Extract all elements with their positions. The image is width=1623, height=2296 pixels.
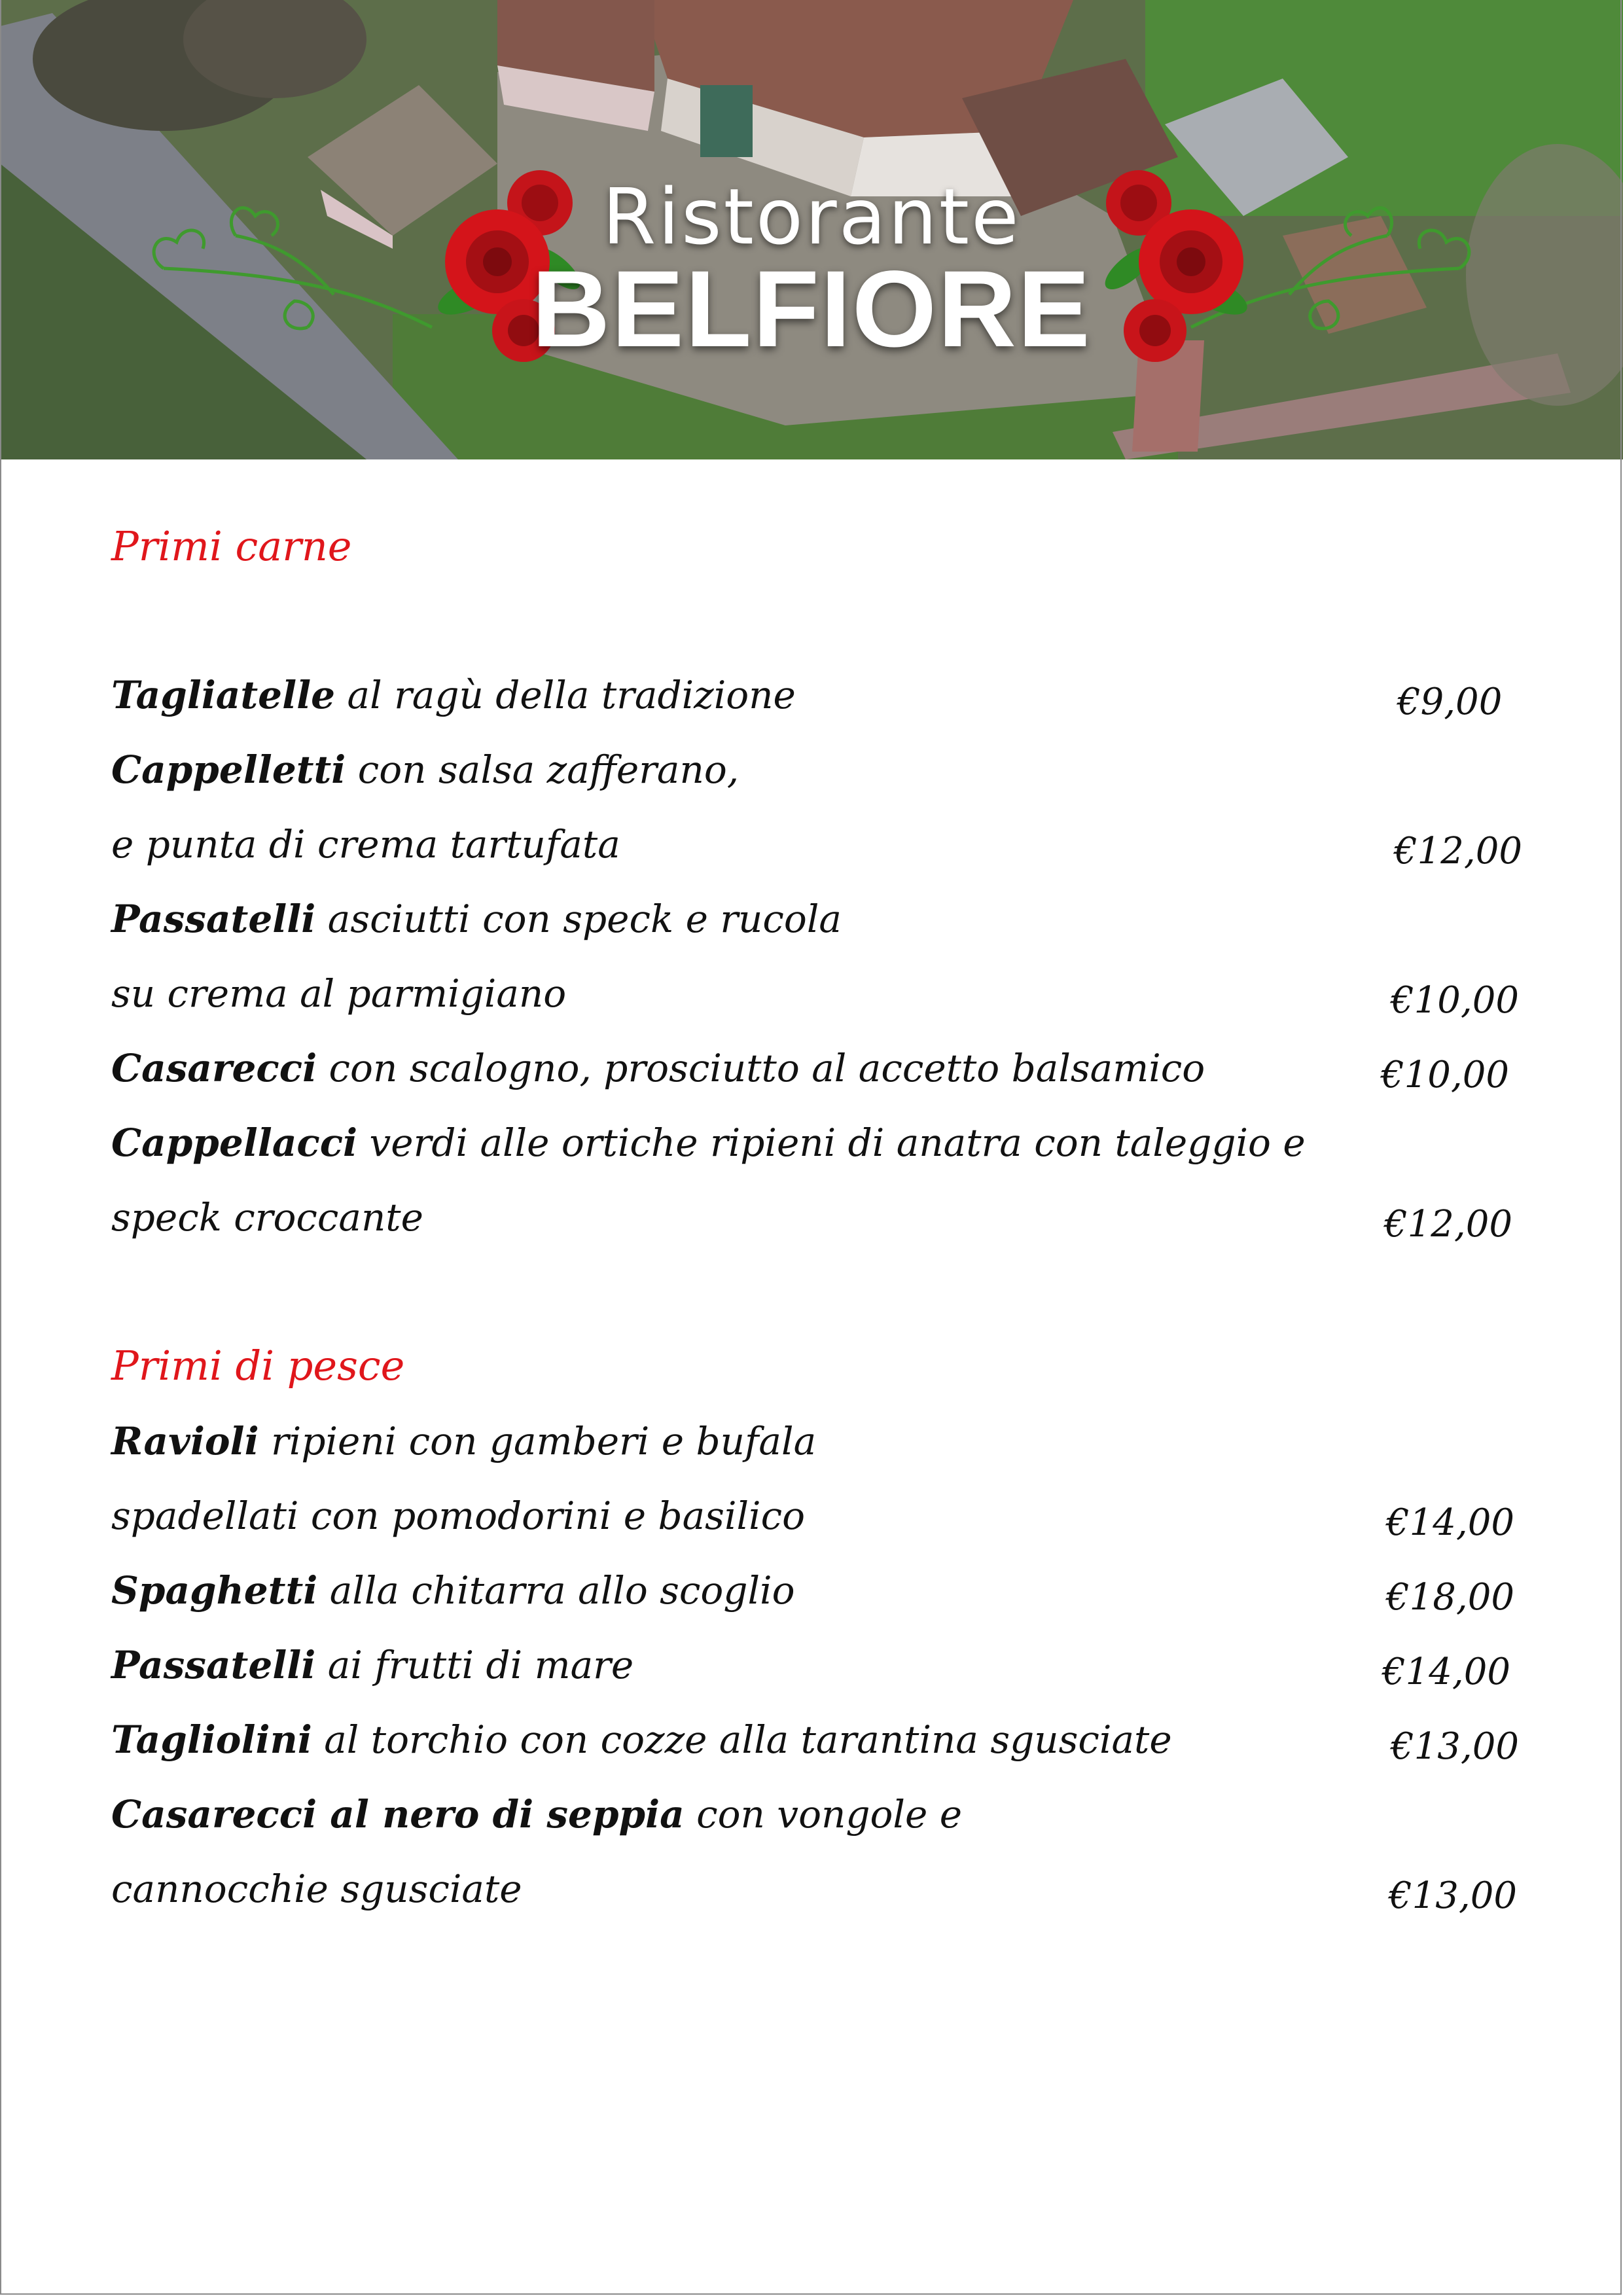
dish-description: al ragù della tradizione — [335, 673, 796, 717]
dish-description: su crema al parmigiano — [111, 971, 567, 1016]
dish-description: e punta di crema tartufata — [111, 822, 620, 867]
dish-name: Passatelli — [111, 1643, 316, 1687]
section-title-primi-carne: Primi carne — [111, 522, 352, 570]
dish-name: Cappellacci — [111, 1121, 358, 1165]
dish-description: verdi alle ortiche ripieni di anatra con taleggio e — [357, 1121, 1306, 1165]
dish-description: asciutti con speck e rucola — [315, 897, 842, 941]
dish-name: Ravioli — [111, 1419, 259, 1463]
dish-price: €10,00 — [1381, 1054, 1509, 1096]
dish-price: €18,00 — [1386, 1576, 1514, 1619]
dish-description: spadellati con pomodorini e basilico — [111, 1494, 806, 1538]
dish-name: Tagliatelle — [111, 673, 336, 717]
dish-description: con salsa zafferano, — [346, 747, 740, 792]
dish-description: ai frutti di mare — [315, 1643, 634, 1687]
dish-description: con vongole e — [684, 1792, 963, 1837]
dish-description: ripieni con gamberi e bufala — [259, 1419, 817, 1463]
logo-title-big: BELFIORE — [531, 249, 1092, 370]
dish-description: con scalogno, prosciutto al accetto balsamico — [317, 1046, 1205, 1090]
dish-price: €14,00 — [1386, 1501, 1514, 1544]
logo-title-small: Ristorante — [602, 171, 1021, 262]
dish-price: €9,00 — [1397, 681, 1503, 723]
dish-name: Passatelli — [111, 897, 316, 941]
dish-name: Cappelletti — [111, 747, 346, 792]
dish-name: Casarecci al nero di seppia — [111, 1792, 685, 1837]
dish-price: €13,00 — [1389, 1874, 1517, 1917]
dish-price: €12,00 — [1384, 1203, 1512, 1246]
dish-name: Spaghetti — [111, 1568, 318, 1613]
dish-description: speck croccante — [111, 1195, 423, 1240]
dish-description: alla chitarra allo scoglio — [317, 1568, 795, 1613]
dish-description: al torchio con cozze alla tarantina sgusciate — [312, 1717, 1172, 1762]
dish-price: €10,00 — [1391, 979, 1519, 1022]
dish-price: €13,00 — [1391, 1725, 1519, 1768]
dish-name: Casarecci — [111, 1046, 317, 1090]
section-title-primi-di-pesce: Primi di pesce — [111, 1342, 405, 1390]
dish-description: cannocchie sgusciate — [111, 1867, 522, 1911]
dish-name: Tagliolini — [111, 1717, 312, 1762]
dish-price: €12,00 — [1394, 830, 1522, 872]
dish-price: €14,00 — [1382, 1651, 1510, 1693]
